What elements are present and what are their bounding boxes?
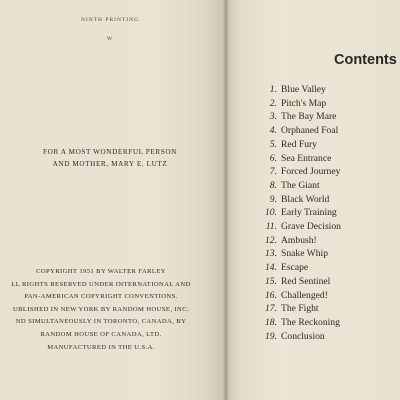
chapter-title: Sea Entrance (281, 152, 332, 164)
chapter-number: 8. (269, 179, 277, 191)
chapter-number: 6. (269, 152, 277, 164)
chapter-number: 11. (265, 221, 277, 232)
toc-item (262, 302, 319, 315)
chapter-title: Grave Decision (281, 221, 341, 232)
dedication-line: FOR A MOST WONDERFUL PERSON (43, 148, 177, 156)
chapter-title: The Reckoning (281, 316, 340, 328)
toc-item (262, 220, 341, 233)
chapter-number: 12. (265, 234, 277, 246)
toc-item (262, 83, 326, 96)
chapter-title: The Giant (281, 179, 320, 191)
chapter-number: 15. (265, 275, 277, 287)
chapter-title: Red Sentinel (281, 275, 331, 287)
chapter-title: Pitch's Map (281, 97, 327, 109)
copyright-block (0, 266, 206, 354)
book-gutter (223, 0, 229, 400)
toc-item (262, 110, 336, 123)
chapter-title: Challenged! (281, 289, 328, 301)
copyright-line: MANUFACTURED IN THE U.S.A. (47, 343, 155, 351)
toc-item (262, 330, 325, 343)
chapter-title: The Fight (281, 303, 319, 315)
chapter-number: 1. (269, 84, 277, 95)
chapter-number: 13. (265, 248, 277, 260)
toc-item (262, 275, 330, 288)
toc-item (262, 247, 328, 260)
copyright-line: ND SIMULTANEOUSLY IN TORONTO, CANADA, BY (15, 318, 187, 326)
copyright-line: UBLISHED IN NEW YORK BY RANDOM HOUSE, INC. (12, 305, 190, 313)
chapter-number: 5. (269, 138, 277, 150)
chapter-title: The Bay Mare (281, 111, 337, 123)
chapter-title: Early Training (281, 207, 337, 219)
chapter-title: Escape (281, 262, 309, 274)
chapter-number: 3. (269, 111, 277, 123)
chapter-number: 7. (269, 166, 277, 178)
chapter-title: Forced Journey (281, 166, 341, 178)
printing-note: NINTH PRINTING (80, 17, 140, 23)
chapter-number: 17. (265, 303, 277, 315)
chapter-number: 4. (269, 125, 277, 137)
dedication-line: AND MOTHER, MARY E. LUTZ (52, 160, 168, 168)
copyright-line: PAN-AMERICAN COPYRIGHT CONVENTIONS. (24, 293, 178, 301)
toc-item (262, 124, 338, 137)
chapter-number: 9. (269, 193, 277, 205)
publisher-mark: W (106, 36, 114, 42)
chapter-number: 2. (269, 97, 277, 109)
chapter-number: 19. (265, 330, 277, 342)
toc-item (262, 165, 340, 178)
toc-item (262, 206, 337, 219)
chapter-number: 10. (265, 207, 277, 219)
chapter-number: 18. (265, 316, 277, 328)
chapter-title: Red Fury (281, 138, 317, 150)
copyright-line: LL RIGHTS RESERVED UNDER INTERNATIONAL AND (11, 280, 191, 288)
toc-item (262, 179, 320, 192)
copyright-line: COPYRIGHT 1951 BY WALTER FARLEY (36, 268, 166, 275)
toc-item (262, 193, 329, 206)
toc-item (262, 261, 308, 274)
toc-item (262, 234, 317, 247)
toc-item (262, 316, 340, 329)
chapter-title: Ambush! (281, 234, 317, 246)
toc-item (262, 289, 328, 302)
chapter-title: Conclusion (281, 330, 325, 342)
chapter-title: Orphaned Foal (281, 125, 339, 137)
toc-item (262, 97, 326, 110)
chapter-number: 14. (265, 262, 277, 274)
copyright-line: RANDOM HOUSE OF CANADA, LTD. (40, 330, 162, 338)
toc-item (262, 138, 317, 151)
contents-title: Contents (334, 52, 397, 68)
chapter-number: 16. (265, 289, 277, 301)
toc-item (262, 152, 331, 165)
chapter-title: Black World (281, 193, 330, 205)
chapter-title: Snake Whip (281, 248, 328, 260)
chapter-title: Blue Valley (281, 84, 326, 95)
dedication (20, 146, 200, 170)
